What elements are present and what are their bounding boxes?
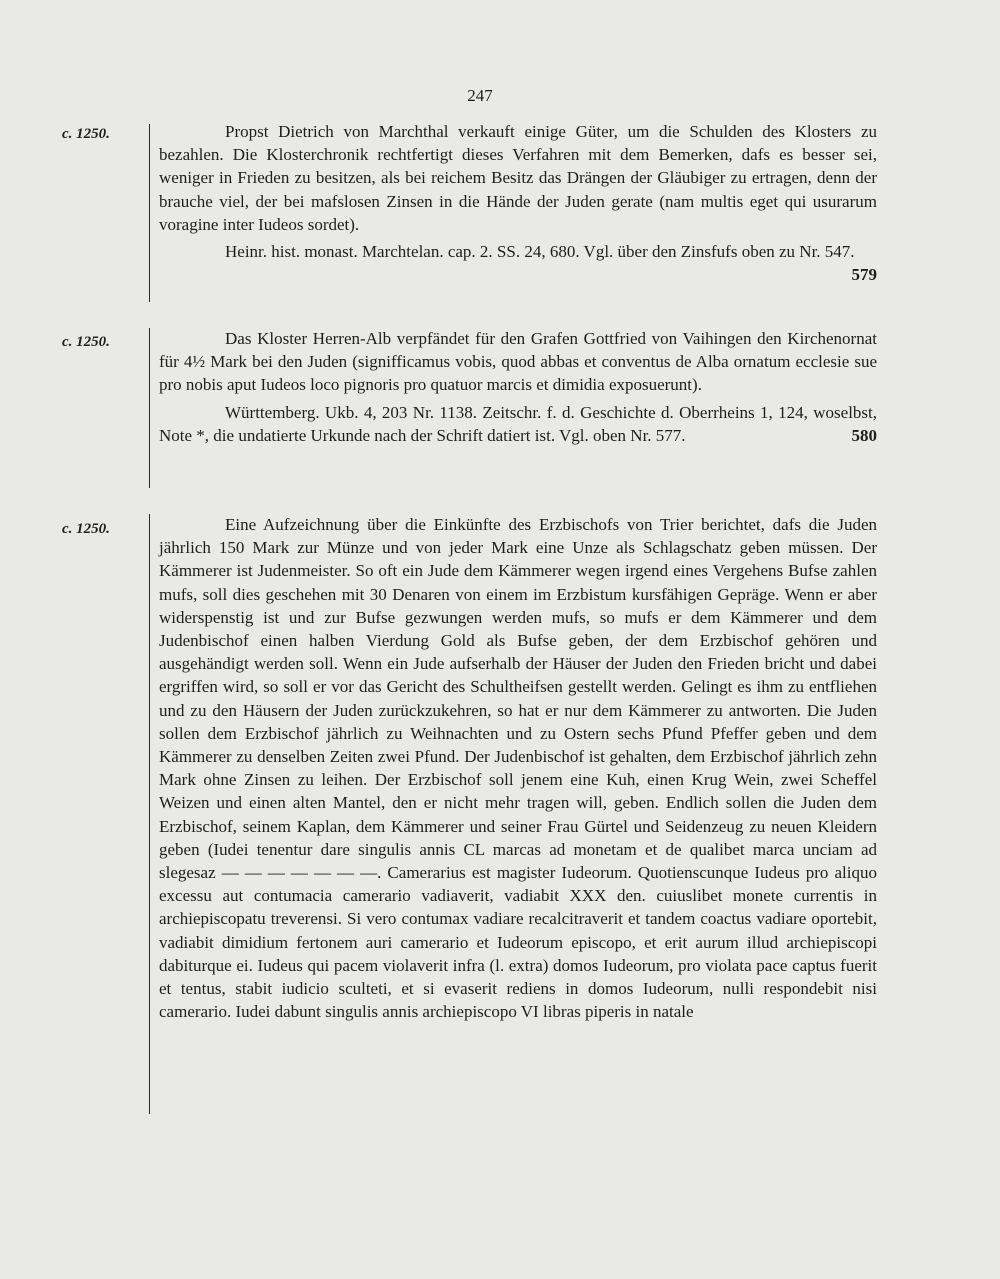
entry-text: Propst Dietrich von Marchthal verkauft einige Güter, um die Schulden des Klosters zu bezahlen. Die Klosterchronik rechtfertigt dieses Verfahren mit dem Bemerken, dafs es besser sei, weniger in Frieden zu besitzen, als bei reichem Besitz das Drängen der Gläubiger zu ertragen, denn der brauche viel, der bei mafslosen Zinsen in die Hände der Juden gerate (nam multis eget qui usurarum voragine inter Iudeos sordet).: [159, 122, 877, 234]
entry-date: c. 1250.: [62, 521, 110, 537]
page-number: 247: [467, 86, 493, 105]
entry-citation: [159, 240, 877, 285]
entry-citation: [159, 401, 877, 447]
margin-rule: [149, 124, 150, 302]
entry-number: 579: [851, 265, 877, 285]
document-entry: [159, 513, 877, 1023]
citation-text: Heinr. hist. monast. Marchtelan. cap. 2. SS. 24, 680. Vgl. über den Zinsfufs oben zu Nr. 547.: [225, 242, 855, 262]
entry-date: c. 1250.: [62, 334, 110, 350]
margin-rule: [149, 328, 150, 488]
citation-text: Württemberg. Ukb. 4, 203 Nr. 1138. Zeitschr. f. d. Geschichte d. Oberrheins 1, 124, woselbst, Note *, die undatierte Urkunde nach der Schrift datiert ist. Vgl. oben Nr. 577.: [159, 402, 877, 445]
entry-text: Das Kloster Herren-Alb verpfändet für den Grafen Gottfried von Vaihingen den Kirchenornat für 4½ Mark bei den Juden (signifficamus vobis, quod abbas et conventus de Alba ornatum ecclesie sue pro nobis aput Iudeos loco pignoris pro quatuor marcis et dimidia exposuerunt).: [159, 329, 877, 395]
margin-rule: [149, 514, 150, 1114]
entry-text: Eine Aufzeichnung über die Einkünfte des Erzbischofs von Trier berichtet, dafs die Juden jährlich 150 Mark zur Münze und von jeder Mark eine Unze als Schlagschatz geben müssen. Der Kämmerer ist Judenmeister. So oft ein Jude dem Kämmerer wegen irgend eines Vergehens Bufse zahlen mufs, soll dies geschehen mit 30 Denaren von einem im Erzbistum kursfähigen Gepräge. Wenn er aber widerspenstig ist und zur Bufse gezwungen werden mufs, so mufs er dem Kämmerer und dem Judenbischof einen halben Vierdung Gold als Bufse geben, der dem Erzbischof gehören und ausgehändigt werden soll. Wenn ein Jude aufserhalb der Häuser der Juden den Frieden bricht und dabei ergriffen wird, so soll er vor das Gericht des Schultheifsen gestellt werden. Gelingt es ihm zu entfliehen und zu den Häusern der Juden zurückzukehren, so hat er nur dem Kämmerer zu antworten. Die Juden sollen dem Erzbischof jährlich zu Weihnachten und zu Ostern sechs Pfund Pfeffer geben und dem Kämmerer zu denselben Zeiten zwei Pfund. Der Judenbischof ist gehalten, dem Erzbischof jährlich zehn Mark ohne Zinsen zu leihen. Der Erzbischof soll jenem eine Kuh, einen Krug Wein, zwei Scheffel Weizen und einen alten Mantel, den er nicht mehr tragen will, geben. Endlich sollen die Juden dem Erzbischof, seinem Kaplan, dem Kämmerer und seiner Frau Gürtel und Seidenzeug zu neuen Kleidern geben (Iudei tenentur dare singulis annis CL marcas ad monetam et de qualibet marca unciam ad slegesaz — — — — — — —. Camerarius est magister Iudeorum. Quotienscunque Iudeus pro aliquo excessu aut contumacia camerario vadiaverit, vadiabit XXX den. cuiuslibet monete currentis in archiepiscopatu treverensi. Si vero contumax vadiare recalcitraverit et tandem coactus vadiare oportebit, vadiabit dimidium fertonem auri camerario et Iudeorum episcopo, et erit aurum illud archiepiscopi dabiturque ei. Iudeus qui pacem violaverit infra (l. extra) domos Iudeorum, pro violata pace captus fuerit et tentus, stabit iudicio sculteti, et si evaserit rediens in domos Iudeorum, nulli respondebit nisi camerario. Iudei dabunt singulis annis archiepiscopo VI libras piperis in natale: [159, 515, 877, 1022]
entry-number: 580: [851, 425, 877, 445]
document-entry: [159, 120, 877, 286]
entry-date: c. 1250.: [62, 126, 110, 142]
document-entry: [159, 327, 877, 447]
